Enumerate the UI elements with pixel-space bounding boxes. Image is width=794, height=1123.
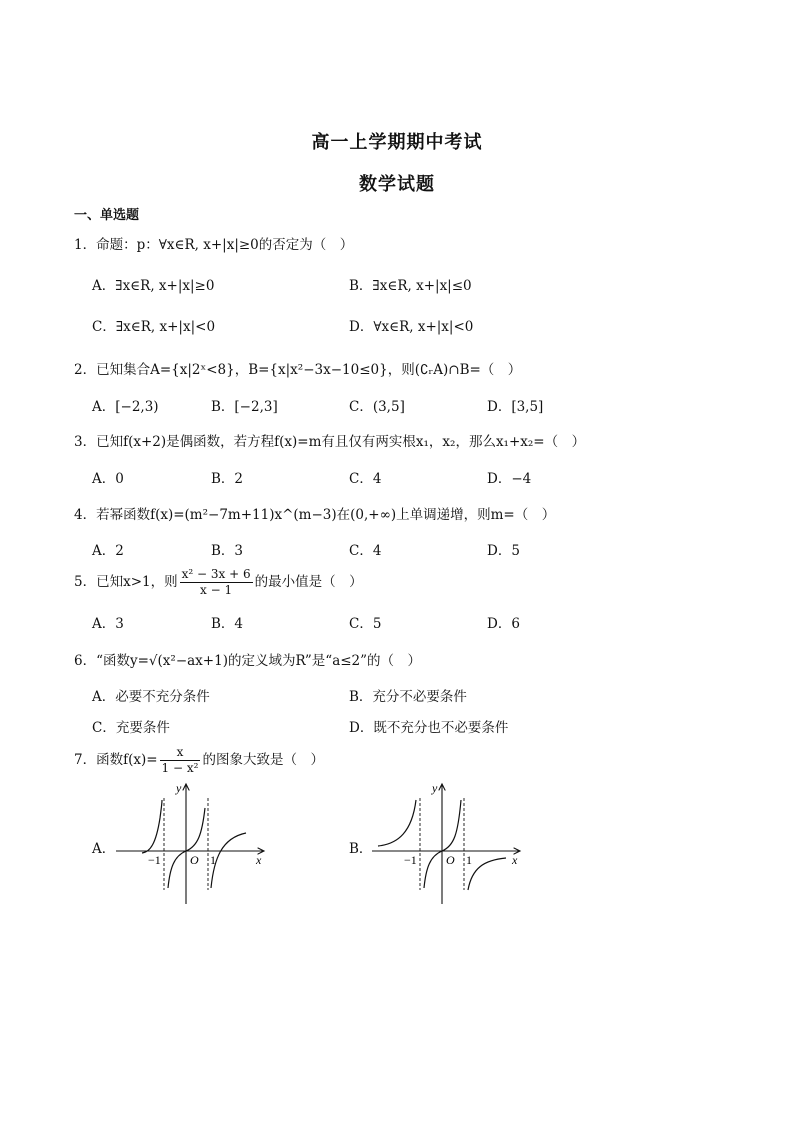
curve-left (378, 800, 416, 846)
question-1-option-a: A．∃x∈R, x+|x|≥0 (92, 278, 215, 294)
question-5-denominator: x − 1 (200, 583, 233, 597)
tick-label-neg-one: −1 (148, 853, 161, 867)
question-7-option-a-label: A． (92, 841, 116, 857)
exam-subtitle: 数学试题 (359, 174, 435, 195)
question-7-numerator: x (160, 745, 201, 761)
question-7-stem-pre: 7．函数f(x)= (74, 752, 158, 768)
origin-label: O (446, 853, 455, 867)
curve-right (468, 858, 506, 890)
question-6-option-c: C．充要条件 (92, 720, 170, 736)
question-1-option-c: C．∃x∈R, x+|x|<0 (92, 319, 216, 335)
origin-label: O (190, 853, 199, 867)
x-axis-label: x (256, 853, 262, 867)
y-axis-label: y (432, 781, 438, 795)
question-1-option-d: D．∀x∈R, x+|x|<0 (349, 319, 474, 335)
question-4-option-d: D．5 (487, 543, 520, 559)
question-6-option-b: B．充分不必要条件 (349, 689, 467, 705)
question-7-stem (74, 745, 324, 776)
question-3-option-a: A．0 (92, 471, 124, 487)
question-5-fraction (180, 567, 253, 598)
question-1-stem: 1．命题：p：∀x∈R, x+|x|≥0的否定为（ ） (74, 237, 354, 253)
question-7-denominator: 1 − x² (161, 761, 199, 775)
curve-right (211, 833, 246, 888)
question-6-option-d: D．既不充分也不必要条件 (349, 720, 509, 736)
tick-label-neg-one: −1 (404, 853, 417, 867)
question-4-option-c: C．4 (349, 543, 382, 559)
curve-left (142, 800, 162, 853)
question-3-option-b: B．2 (211, 471, 244, 487)
question-2-stem: 2．已知集合A={x|2ˣ<8}，B={x|x²−3x−10≤0}，则(∁ᵣA)∩B=（ ） (74, 362, 522, 378)
question-2-option-b: B．[−2,3] (211, 399, 278, 415)
question-3-option-c: C．4 (349, 471, 382, 487)
question-5-numerator: x² − 3x + 6 (181, 567, 251, 581)
question-1-option-b: B．∃x∈R, x+|x|≤0 (349, 278, 472, 294)
question-5-stem (74, 567, 363, 598)
question-3-option-d: D．−4 (487, 471, 532, 487)
question-7-fraction (160, 745, 201, 776)
tick-label-one: 1 (210, 853, 216, 867)
tick-label-one: 1 (466, 853, 472, 867)
question-5-option-a: A．3 (92, 616, 124, 632)
question-6-option-a: A．必要不充分条件 (92, 689, 210, 705)
question-2-option-c: C．(3,5] (349, 399, 405, 415)
x-axis-label: x (512, 853, 518, 867)
question-4-option-a: A．2 (92, 543, 124, 559)
question-5-option-c: C．5 (349, 616, 382, 632)
question-4-option-b: B．3 (211, 543, 244, 559)
question-5-stem-pre: 5．已知x>1，则 (74, 574, 178, 590)
exam-title: 高一上学期期中考试 (311, 132, 483, 153)
question-5-stem-post: 的最小值是（ ） (254, 574, 363, 590)
question-5-option-b: B．4 (211, 616, 244, 632)
question-6-stem: 6．“函数y=√(x²−ax+1)的定义域为R”是“a≤2”的（ ） (74, 653, 422, 669)
question-7-graph-a (112, 778, 272, 908)
question-5-option-d: D．6 (487, 616, 520, 632)
question-2-option-d: D．[3,5] (487, 399, 544, 415)
question-2-option-a: A．[−2,3) (92, 399, 159, 415)
y-axis-label: y (176, 781, 182, 795)
section-heading: 一、单选题 (74, 208, 140, 223)
question-7-graph-b (368, 778, 528, 908)
question-4-stem: 4．若幂函数f(x)=(m²−7m+11)x^(m−3)在(0,+∞)上单调递增，则m=（ ） (74, 507, 556, 523)
question-7-option-b-label: B． (349, 841, 373, 857)
question-7-stem-post: 的图象大致是（ ） (202, 752, 324, 768)
question-3-stem: 3．已知f(x+2)是偶函数，若方程f(x)=m有且仅有两实根x₁，x₂，那么x₁+x₂=（ ） (74, 434, 586, 450)
